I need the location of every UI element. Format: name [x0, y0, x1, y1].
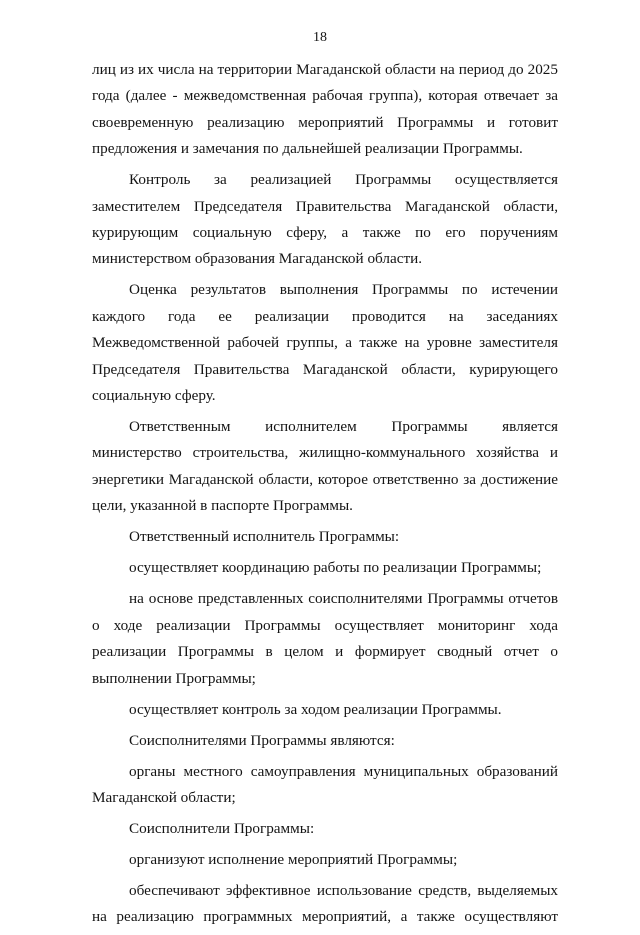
paragraph-executor-heading: Ответственный исполнитель Программы: — [129, 528, 400, 546]
document-body — [92, 57, 558, 935]
paragraph-coordination: осуществляет координацию работы по реализации Программы; — [129, 559, 542, 577]
paragraph-continuation: лиц из их числа на территории Магаданской области на период до 2025 года (далее - межведомственная рабочая группа), которая отвечает за своевременную реализацию мероприятий Программы и готовит предложения и замечания по дальнейшей реализации Программы. — [92, 61, 558, 158]
paragraph-responsible-executor: Ответственным исполнителем Программы является министерство строительства, жилищно-коммунального хозяйства и энергетики Магаданской области, которое ответственно за достижение цели, указанной в паспорте Программы. — [92, 418, 558, 515]
paragraph-co-executors-duties-heading: Соисполнители Программы: — [129, 819, 315, 837]
paragraph-control-duty: осуществляет контроль за ходом реализации Программы. — [129, 700, 502, 718]
paragraph-organize: организуют исполнение мероприятий Программы; — [129, 850, 458, 868]
paragraph-control: Контроль за реализацией Программы осуществляется заместителем Председателя Правительства Магаданской области, курирующим социальную сферу, а также по его поручениям министерством образования Магаданской области. — [92, 171, 558, 268]
paragraph-local-authorities: органы местного самоуправления муниципальных образований Магаданской области; — [92, 762, 558, 806]
paragraph-co-executors-heading: Соисполнителями Программы являются: — [129, 731, 395, 749]
paragraph-monitoring: на основе представленных соисполнителями Программы отчетов о ходе реализации Программы осуществляет мониторинг хода реализации Программы в целом и формирует сводный отчет о выполнении Программы; — [92, 590, 558, 687]
paragraph-evaluation: Оценка результатов выполнения Программы по истечении каждого года ее реализации проводится на заседаниях Межведомственной рабочей группы, а также на уровне заместителя Председателя Правительства Магаданской области, курирующего социальную сферу. — [92, 281, 558, 405]
page-number: 18 — [313, 30, 327, 45]
paragraph-funds: обеспечивают эффективное использование средств, выделяемых на реализацию программных мероприятий, а также осуществляют — [92, 881, 558, 926]
